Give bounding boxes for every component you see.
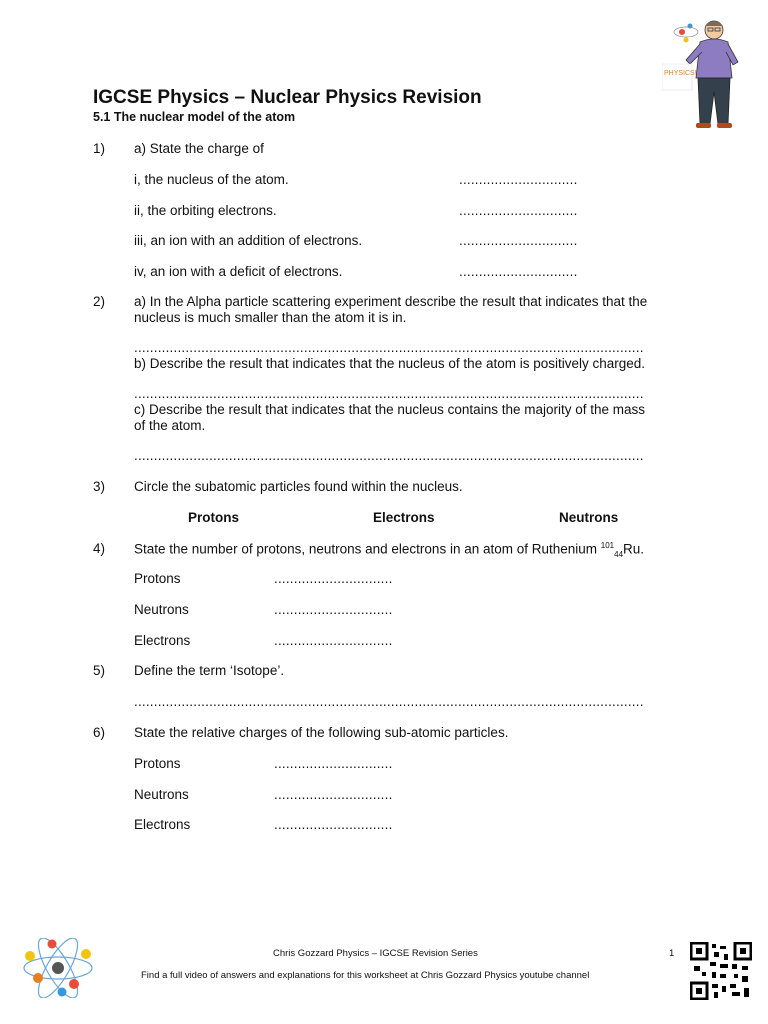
question-2-number: 2) — [93, 294, 106, 309]
mascot-sign-text: PHYSICS! — [664, 70, 697, 77]
ruthenium-symbol: Ru. — [623, 541, 645, 557]
q4-prompt-text: State the number of protons, neutrons and electrons in an atom of Ruthenium — [134, 541, 601, 557]
q3-option-protons[interactable]: Protons — [188, 510, 240, 525]
question-6-prompt: State the relative charges of the following sub-atomic particles. — [134, 725, 509, 740]
q2c-answer-line[interactable]: ................................................................................................................................. — [134, 448, 644, 463]
q4-row-protons-label: Protons — [134, 571, 181, 586]
q1-item-ion-added-electrons: iii, an ion with an addition of electrons. — [134, 233, 363, 248]
footer-page-number: 1 — [669, 948, 675, 959]
q2c-prompt-line-1: c) Describe the result that indicates that the nucleus contains the majority of the mass — [134, 402, 646, 417]
question-5-prompt: Define the term ‘Isotope’. — [134, 663, 285, 678]
q4-row-neutrons-label: Neutrons — [134, 602, 189, 617]
qr-code-icon[interactable] — [690, 942, 752, 1000]
q2b-prompt: b) Describe the result that indicates that the nucleus of the atom is positively charged. — [134, 356, 646, 371]
q4-neutrons-answer-line[interactable]: .............................. — [274, 602, 393, 617]
q2c-prompt-line-2: of the atom. — [134, 418, 206, 433]
page-title: IGCSE Physics – Nuclear Physics Revision — [93, 87, 482, 108]
q6-row-neutrons-label: Neutrons — [134, 787, 189, 802]
q3-option-electrons[interactable]: Electrons — [373, 510, 435, 525]
q1-answer-line-4[interactable]: .............................. — [459, 264, 578, 279]
q2b-answer-line[interactable]: ................................................................................................................................. — [134, 386, 644, 401]
q1-item-nucleus: i, the nucleus of the atom. — [134, 172, 289, 187]
q2a-prompt-line-1: a) In the Alpha particle scattering experiment describe the result that indicates that the — [134, 294, 648, 309]
q6-protons-answer-line[interactable]: .............................. — [274, 756, 393, 771]
q4-electrons-answer-line[interactable]: .............................. — [274, 633, 393, 648]
ruthenium-atomic-number: 44 — [614, 550, 624, 560]
footer-series-text: Chris Gozzard Physics – IGCSE Revision Series — [273, 948, 478, 959]
q4-protons-answer-line[interactable]: .............................. — [274, 571, 393, 586]
q6-row-protons-label: Protons — [134, 756, 181, 771]
footer-video-note: Find a full video of answers and explanations for this worksheet at Chris Gozzard Physics youtube channel — [141, 970, 590, 981]
question-3-number: 3) — [93, 479, 106, 494]
q1-item-electrons: ii, the orbiting electrons. — [134, 203, 277, 218]
physics-mascot-illustration — [662, 12, 742, 132]
question-1-prompt: a) State the charge of — [134, 141, 264, 156]
q4-row-electrons-label: Electrons — [134, 633, 191, 648]
ruthenium-mass-number: 101 — [600, 541, 615, 550]
q6-neutrons-answer-line[interactable]: .............................. — [274, 787, 393, 802]
q6-electrons-answer-line[interactable]: .............................. — [274, 817, 393, 832]
atom-logo-icon — [18, 938, 98, 998]
question-6-number: 6) — [93, 725, 106, 740]
question-3-prompt: Circle the subatomic particles found within the nucleus. — [134, 479, 463, 494]
q3-option-neutrons[interactable]: Neutrons — [559, 510, 619, 525]
q2a-answer-line[interactable]: ................................................................................................................................. — [134, 340, 644, 355]
question-1-number: 1) — [93, 141, 106, 156]
q1-answer-line-2[interactable]: .............................. — [459, 203, 578, 218]
q2a-prompt-line-2: nucleus is much smaller than the atom it is in. — [134, 310, 407, 325]
q6-row-electrons-label: Electrons — [134, 817, 191, 832]
q1-answer-line-3[interactable]: .............................. — [459, 233, 578, 248]
section-subtitle: 5.1 The nuclear model of the atom — [93, 110, 296, 124]
q5-answer-line[interactable]: ................................................................................................................................. — [134, 694, 644, 709]
question-4-prompt — [134, 541, 644, 559]
q1-item-ion-deficit-electrons: iv, an ion with a deficit of electrons. — [134, 264, 343, 279]
question-4-number: 4) — [93, 541, 106, 556]
q1-answer-line-1[interactable]: .............................. — [459, 172, 578, 187]
question-5-number: 5) — [93, 663, 106, 678]
